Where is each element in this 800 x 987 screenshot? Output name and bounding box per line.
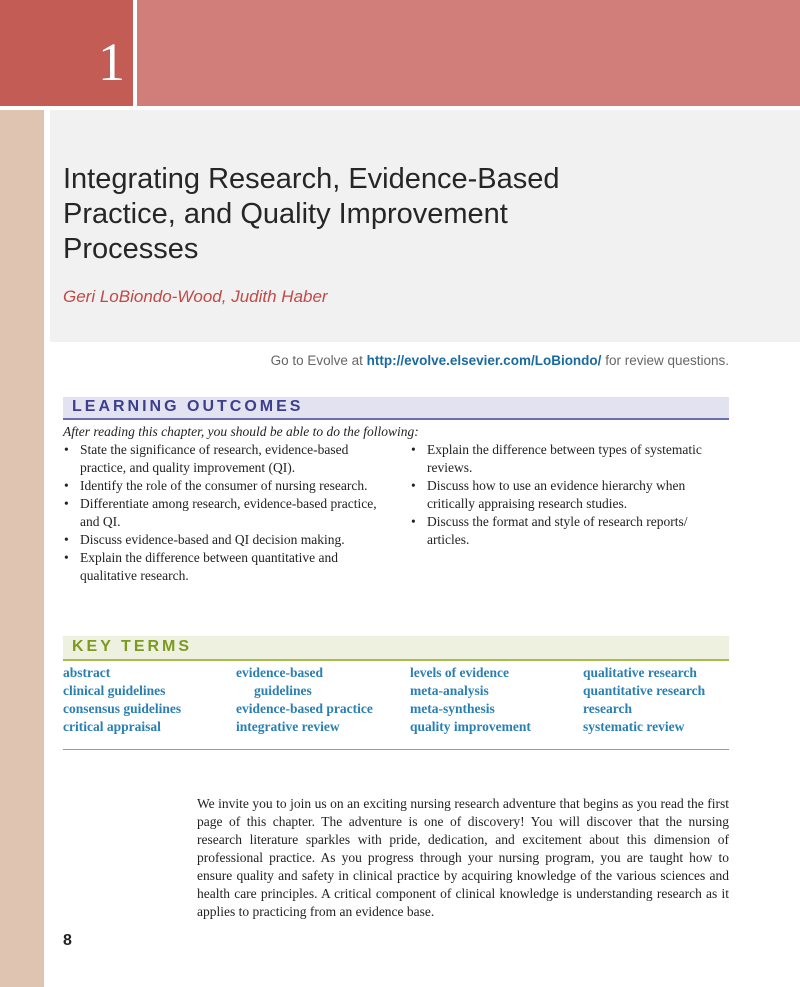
key-term-link[interactable]: quality improvement: [410, 719, 531, 734]
chapter-number: 1: [98, 32, 125, 92]
evolve-prefix: Go to Evolve at: [270, 353, 367, 368]
chapter-title: [63, 162, 663, 267]
learning-outcome-item: • Identify the role of the consumer of nursing research.: [63, 477, 383, 495]
key-term-link[interactable]: integrative review: [236, 719, 340, 734]
chapter-authors: Geri LoBiondo-Wood, Judith Haber: [63, 287, 328, 306]
key-terms-heading: [63, 636, 729, 661]
intro-paragraph: We invite you to join us on an exciting nursing research adventure that begins as you read the first page of this chapter. The adventure is one of discovery! You will discover that the nursing research literature sparkles with pride, dedication, and excitement about this dimension of professional practice. As you progress through your nursing program, you are taught how to ensure quality and safety in clinical practice by acquiring knowledge of the various sciences and health care principles. A critical component of clinical knowledge is understanding research as it applies to practicing from an evidence base.: [197, 796, 729, 919]
learning-outcomes-list-right: [410, 441, 730, 549]
key-term-link[interactable]: clinical guidelines: [63, 683, 166, 698]
learning-outcome-item: • Explain the difference between quantitative and qualitative research.: [63, 549, 383, 585]
key-terms-title: KEY TERMS: [72, 638, 193, 655]
key-term-link[interactable]: evidence-based: [236, 665, 323, 680]
chapter-title-line: Processes: [63, 233, 199, 265]
learning-outcome-item: • Discuss evidence-based and QI decision making.: [63, 531, 383, 549]
key-term-link[interactable]: meta-synthesis: [410, 701, 495, 716]
key-term-link[interactable]: systematic review: [583, 719, 685, 734]
key-terms-column-4: [583, 664, 755, 736]
learning-outcomes-heading: [63, 397, 729, 420]
learning-outcome-item: • Differentiate among research, evidence-based practice, and QI.: [63, 495, 383, 531]
learning-outcome-item: • Explain the difference between types of systematic reviews.: [410, 441, 730, 477]
key-term-link[interactable]: guidelines: [254, 683, 312, 698]
learning-outcome-item: • Discuss the format and style of research reports/ articles.: [410, 513, 730, 549]
title-panel: [50, 110, 800, 342]
page-number: 8: [63, 932, 72, 949]
key-terms-column-1: [63, 664, 235, 736]
key-term-link[interactable]: quantitative research: [583, 683, 706, 698]
left-margin-strip: [0, 110, 44, 987]
learning-outcome-item: • Discuss how to use an evidence hierarchy when critically appraising research studies.: [410, 477, 730, 513]
evolve-link[interactable]: http://evolve.elsevier.com/LoBiondo/: [366, 353, 602, 368]
key-term-link[interactable]: levels of evidence: [410, 665, 509, 680]
key-term-link[interactable]: critical appraisal: [63, 719, 161, 734]
key-term-link[interactable]: abstract: [63, 665, 111, 680]
key-term-link[interactable]: meta-analysis: [410, 683, 489, 698]
evolve-suffix: for review questions.: [601, 353, 729, 368]
learning-outcomes-list-left: [63, 441, 383, 585]
header-band: [137, 0, 800, 106]
key-term-link[interactable]: research: [583, 701, 632, 716]
key-term-link[interactable]: qualitative research: [583, 665, 697, 680]
learning-outcome-item: • State the significance of research, evidence-based practice, and quality improvement (QI).: [63, 441, 383, 477]
evolve-notice: [271, 353, 729, 368]
key-terms-column-3: [410, 664, 582, 736]
chapter-title-line: Integrating Research, Evidence-Based: [63, 163, 560, 195]
key-terms-divider: [63, 749, 729, 750]
key-term-link[interactable]: consensus guidelines: [63, 701, 182, 716]
key-terms-column-2: [236, 664, 408, 736]
learning-outcomes-title: LEARNING OUTCOMES: [72, 398, 304, 415]
learning-outcomes-intro: After reading this chapter, you should be able to do the following:: [63, 424, 419, 439]
chapter-number-box: [0, 0, 133, 106]
chapter-title-line: Practice, and Quality Improvement: [63, 198, 508, 230]
key-term-link[interactable]: evidence-based practice: [236, 701, 373, 716]
